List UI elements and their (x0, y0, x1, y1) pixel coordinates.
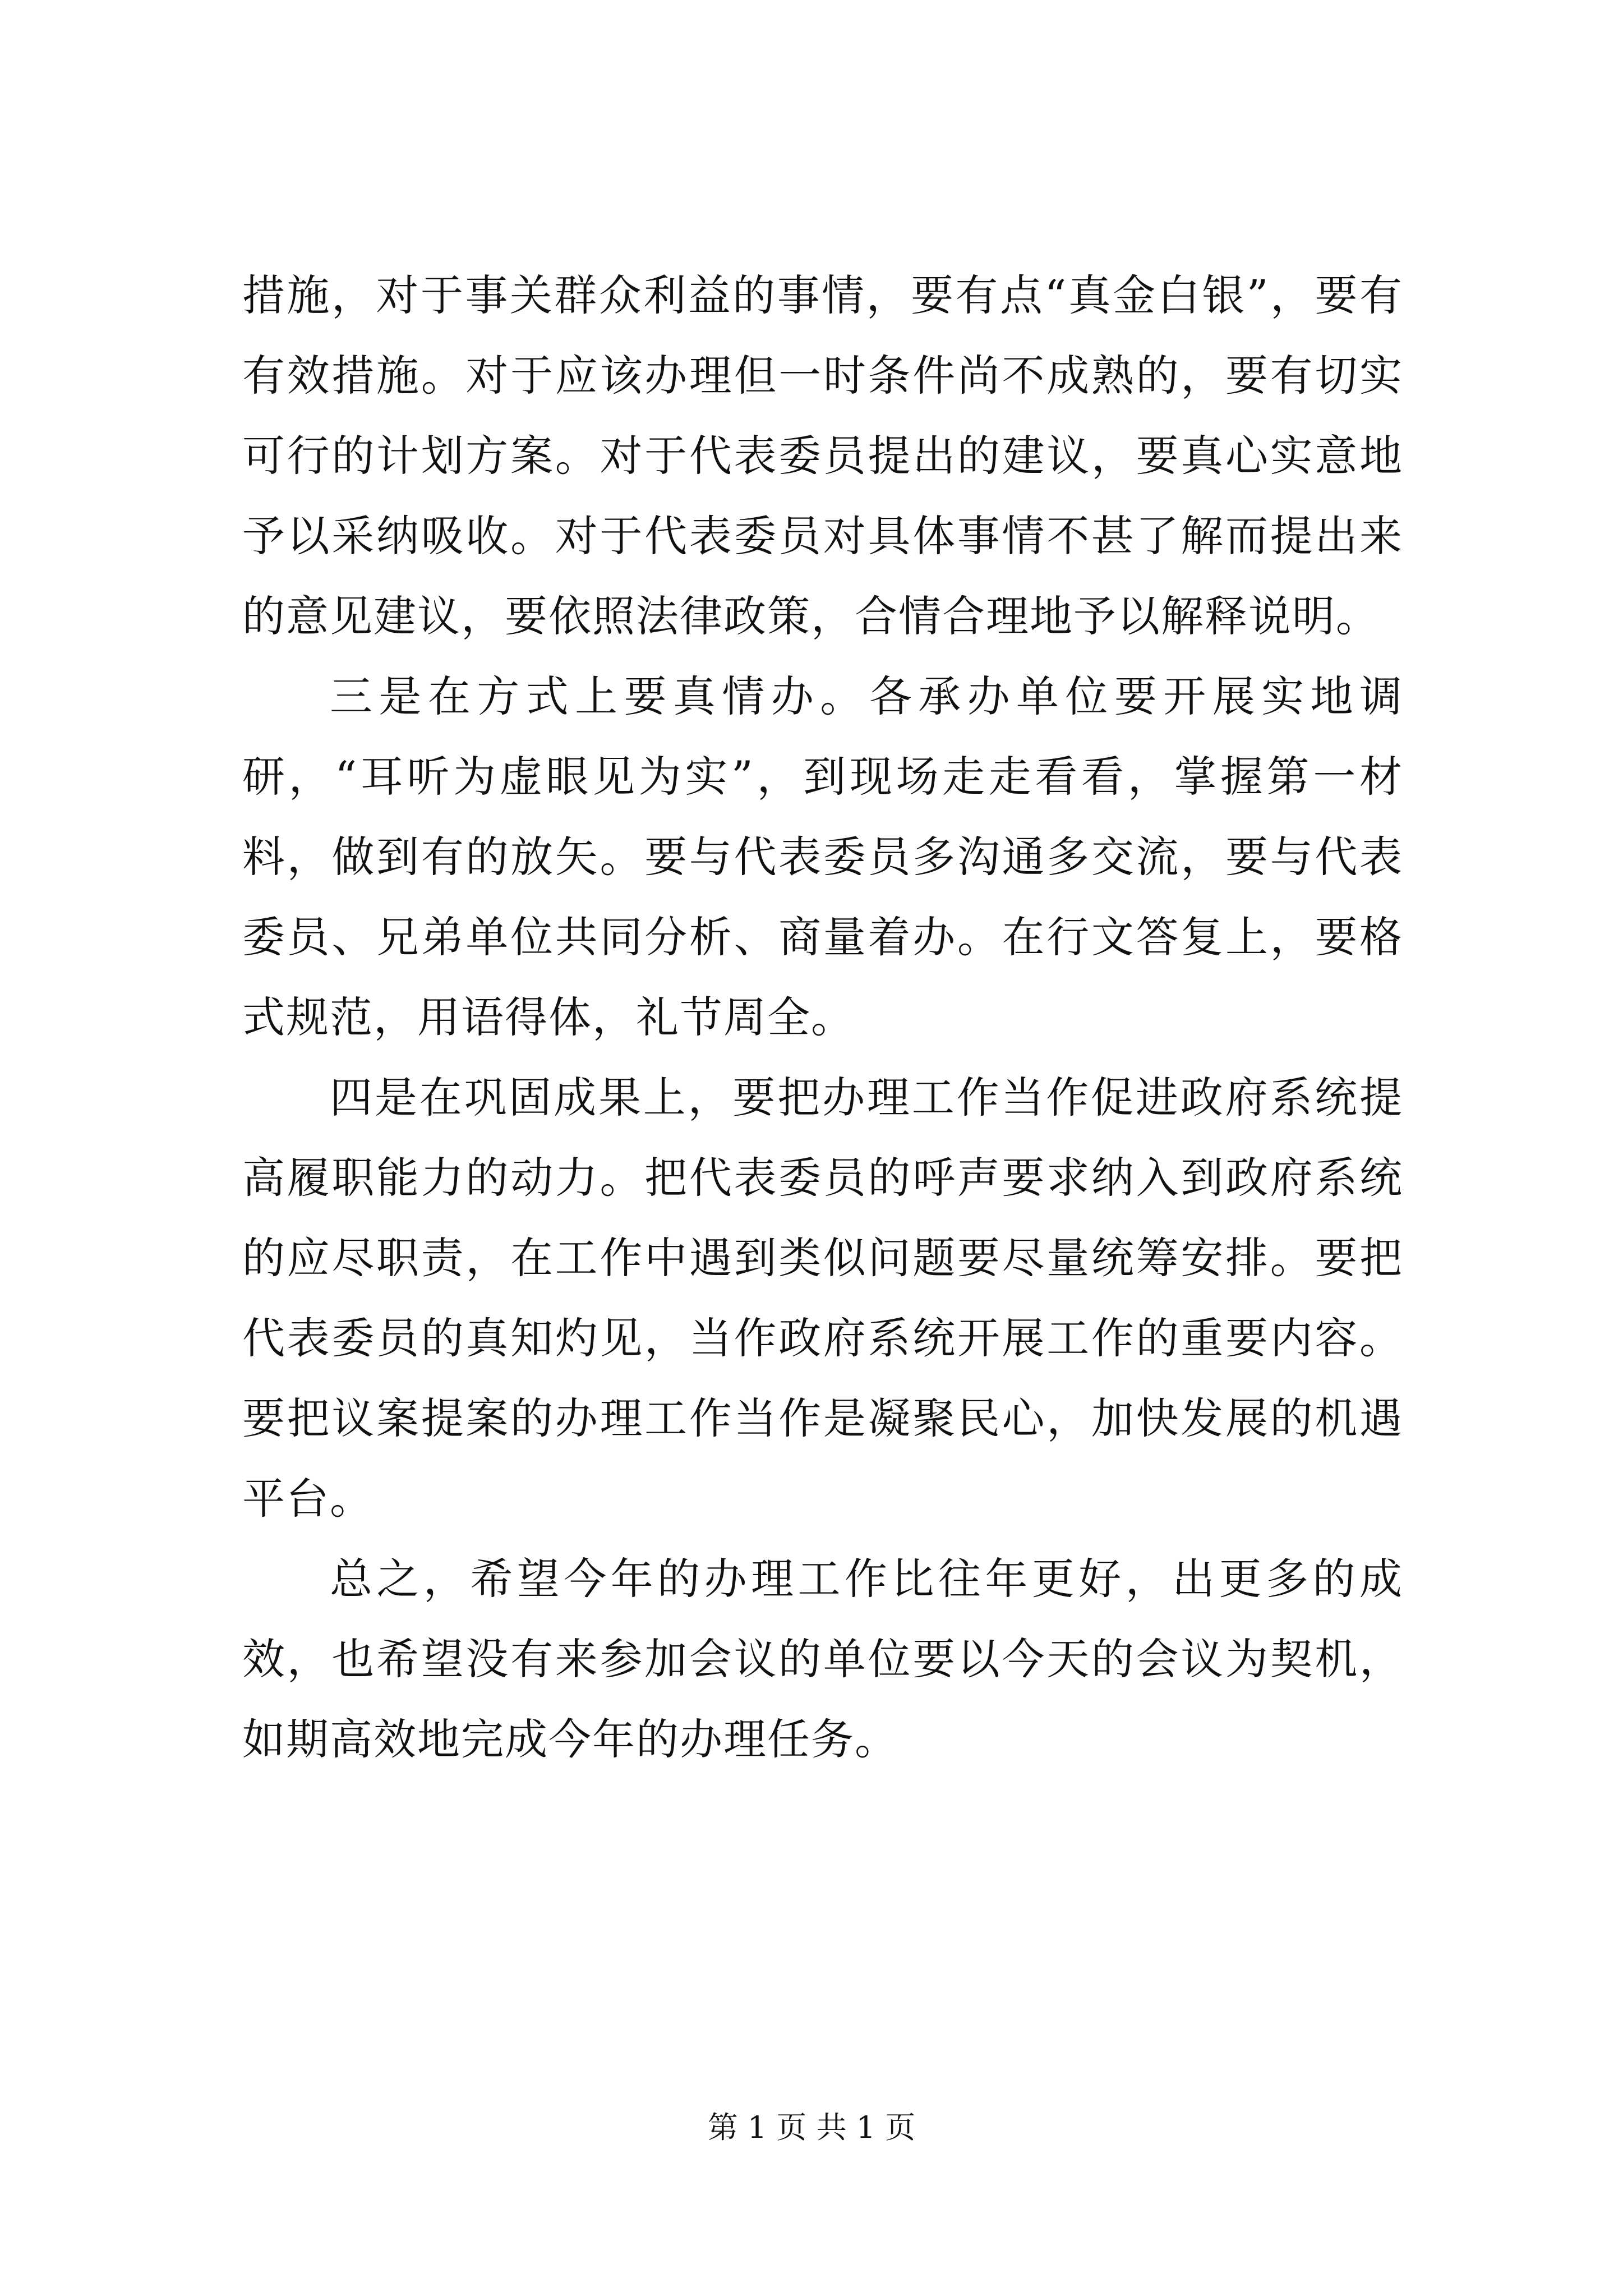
paragraph-conclusion: 总之，希望今年的办理工作比往年更好，出更多的成效，也希望没有来参加会议的单位要以今天的会议为契机，如期高效地完成今年的办理任务。 (242, 1554, 1403, 1764)
page-number-footer: 第 1 页 共 1 页 (707, 2110, 916, 2145)
paragraph-method: 三是在方式上要真情办。各承办单位要开展实地调研，“耳听为虚眼见为实”，到现场走走看看，掌握第一材料，做到有的放矢。要与代表委员多沟通多交流，要与代表委员、兄弟单位共同分析、商量着办。在行文答复上，要格式规范，用语得体，礼节周全。 (242, 671, 1403, 1042)
paragraph-consolidate-results: 四是在巩固成果上，要把办理工作当作促进政府系统提高履职能力的动力。把代表委员的呼声要求纳入到政府系统的应尽职责，在工作中遇到类似问题要尽量统筹安排。要把代表委员的真知灼见，当作政府系统开展工作的重要内容。要把议案提案的办理工作当作是凝聚民心，加快发展的机遇平台。 (242, 1073, 1403, 1524)
document-body (242, 255, 1403, 1779)
paragraph-continuation: 措施，对于事关群众利益的事情，要有点“真金白银”，要有有效措施。对于应该办理但一时条件尚不成熟的，要有切实可行的计划方案。对于代表委员提出的建议，要真心实意地予以采纳吸收。对于代表委员对具体事情不甚了解而提出来的意见建议，要依照法律政策，合情合理地予以解释说明。 (242, 270, 1403, 641)
